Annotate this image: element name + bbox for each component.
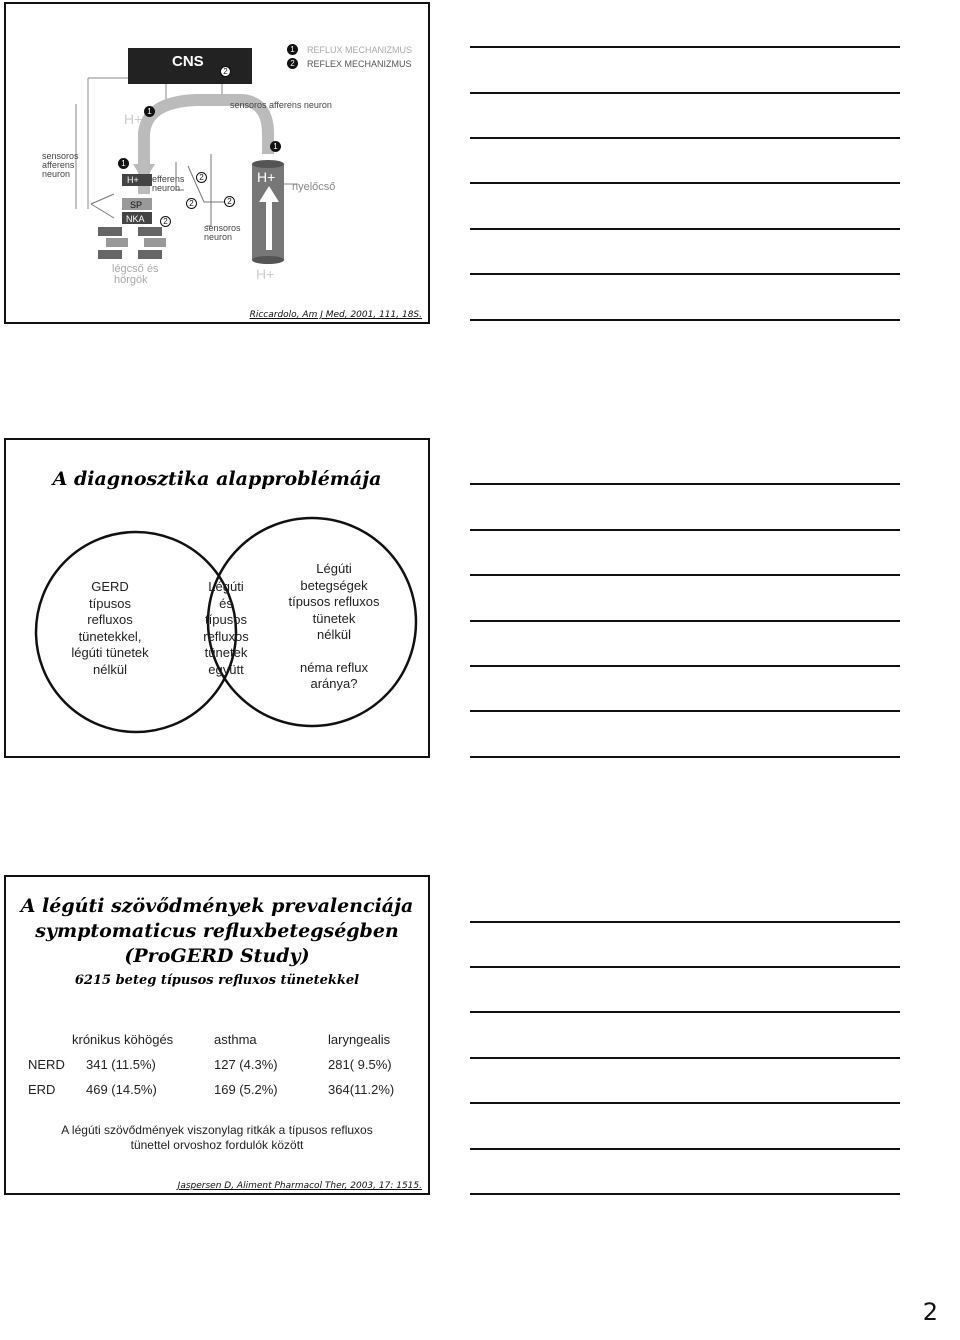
nyelocso-label: nyelőcső xyxy=(292,181,336,193)
legend-num-2: 2 xyxy=(287,58,298,69)
venn-left-text: GERD típusos refluxos tünetekkel, légúti tünetek nélkül xyxy=(71,579,149,677)
sensoros-neuron-2: neuron xyxy=(204,232,233,242)
num-2-efferens: 2 xyxy=(196,172,207,183)
legend-reflux: REFLUX MECHANIZMUS xyxy=(307,45,413,55)
table-header: asthma xyxy=(214,1032,257,1047)
hplus-block: H+ xyxy=(127,175,139,185)
table-cell: 364(11.2%) xyxy=(328,1082,395,1097)
citation-1: Riccardolo, Am J Med, 2001, 111, 18S. xyxy=(249,310,422,320)
table-header-row xyxy=(28,1027,394,1052)
note-line xyxy=(470,137,900,139)
legcso-2: hörgök xyxy=(114,274,148,286)
venn-right-text: Légúti betegségek típusos refluxos tünetek nélkül néma reflux aránya? xyxy=(288,561,380,691)
note-line xyxy=(470,620,900,622)
prevalence-table xyxy=(28,1027,394,1102)
note-line xyxy=(470,483,900,485)
table-cell: NERD xyxy=(28,1057,65,1072)
hplus-esophagus: H+ xyxy=(257,169,276,185)
table-cell: ERD xyxy=(28,1082,56,1097)
citation-3: Jaspersen D, Aliment Pharmacol Ther, 2003, 17: 1515. xyxy=(177,1181,422,1191)
note-line xyxy=(470,1193,900,1195)
slide-title-line-2: symptomaticus refluxbetegségben xyxy=(35,920,399,942)
note-line xyxy=(470,228,900,230)
legcso-1: légcső és xyxy=(112,263,159,275)
table-row xyxy=(28,1052,394,1077)
note-line xyxy=(470,319,900,321)
slide-diagnostics xyxy=(4,438,430,758)
note-line xyxy=(470,1057,900,1059)
table-cell: 469 (14.5%) xyxy=(86,1082,157,1097)
num-1-esophagus: 1 xyxy=(270,141,281,152)
table-cell: 127 (4.3%) xyxy=(214,1057,278,1072)
note-line xyxy=(470,574,900,576)
num-2-cns: 2 xyxy=(220,66,231,77)
table-cell: 341 (11.5%) xyxy=(86,1057,156,1072)
hplus-bottom: H+ xyxy=(256,266,275,282)
cns-label: CNS xyxy=(172,53,204,70)
note-line xyxy=(470,921,900,923)
slide-title: A diagnosztika alapproblémája xyxy=(52,468,382,490)
slide-title-line-3: (ProGERD Study) xyxy=(124,945,310,967)
num-2-nka: 2 xyxy=(160,216,171,227)
legend-reflex: REFLEX MECHANIZMUS xyxy=(307,59,412,69)
table-header xyxy=(28,1027,72,1052)
sensoros-afferens-top: sensoros afferens neuron xyxy=(230,100,332,110)
slide-prevalence xyxy=(4,875,430,1195)
slide-title-line-1: A légúti szövődmények prevalenciája xyxy=(20,895,414,917)
note-line xyxy=(470,92,900,94)
efferens-2: neuron xyxy=(152,183,181,193)
table-cell: 169 (5.2%) xyxy=(214,1082,278,1097)
note-line xyxy=(470,46,900,48)
legend-num-1: 1 xyxy=(287,44,298,55)
note-line xyxy=(470,710,900,712)
sensoros-afferens-left-1: sensoros xyxy=(42,151,79,161)
sp-label: SP xyxy=(130,200,143,210)
num-2-right: 2 xyxy=(224,196,235,207)
note-line xyxy=(470,529,900,531)
hplus-top: H+ xyxy=(124,111,143,127)
page-number: 2 xyxy=(922,1298,938,1326)
note-line xyxy=(470,1102,900,1104)
nka-label: NKA xyxy=(126,214,145,224)
summary-note: A légúti szövődmények viszonylag ritkák a típusos refluxos tünettel orvoshoz fordulók között xyxy=(61,1123,373,1152)
note-line xyxy=(470,665,900,667)
table-cell: 281( 9.5%) xyxy=(328,1057,392,1072)
num-1-left: 1 xyxy=(118,158,129,169)
table-row xyxy=(28,1077,394,1102)
note-line xyxy=(470,1148,900,1150)
table-header: krónikus köhögés xyxy=(72,1032,174,1047)
note-line xyxy=(470,1011,900,1013)
num-2-mid: 2 xyxy=(186,198,197,209)
table-header: laryngealis xyxy=(328,1032,391,1047)
sensoros-afferens-left-3: neuron xyxy=(42,169,71,179)
sensoros-neuron-1: sensoros xyxy=(204,223,241,233)
note-line xyxy=(470,273,900,275)
venn-middle-text: Légúti és típusos refluxos tünetek együtt xyxy=(203,579,249,677)
note-line xyxy=(470,966,900,968)
slide-subtitle: 6215 beteg típusos refluxos tünetekkel xyxy=(74,973,360,988)
sensoros-afferens-left-2: afferens xyxy=(42,160,75,170)
num-1-top: 1 xyxy=(144,106,155,117)
note-line xyxy=(470,756,900,758)
note-line xyxy=(470,182,900,184)
efferens-1: efferens xyxy=(152,174,185,184)
slide-reflux-mechanism xyxy=(4,2,430,324)
